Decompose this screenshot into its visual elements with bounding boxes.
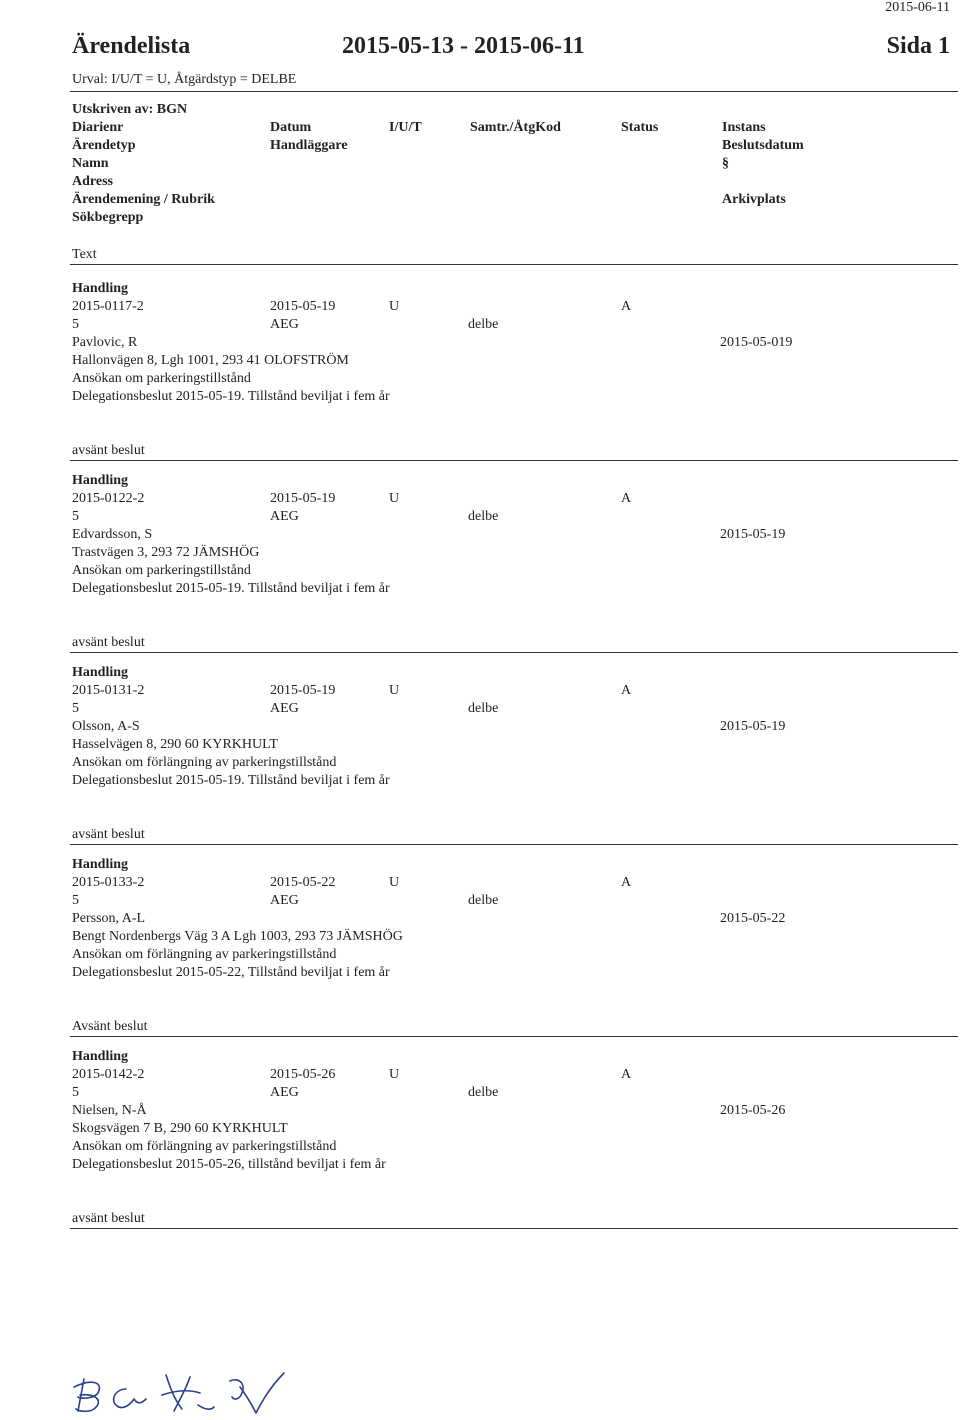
col-diarienr: Diarienr [72,120,124,135]
header-divider [70,91,958,92]
record-text: Delegationsbeslut 2015-05-22, Tillstånd beviljat i fem år [72,965,390,980]
record-rubrik: Ansökan om parkeringstillstånd [72,563,251,578]
handwritten-signature [70,1365,300,1420]
record-handlaggare: AEG [270,893,299,908]
record-diarienr: 2015-0142-2 [72,1067,145,1082]
record-text: Delegationsbeslut 2015-05-26, tillstånd beviljat i fem år [72,1157,386,1172]
record-datum: 2015-05-19 [270,683,336,698]
record-iut: U [389,491,400,506]
record-divider [70,460,958,461]
record-namn: Persson, A-L [72,911,146,926]
record-arendetyp: 5 [72,509,79,524]
record-text: Delegationsbeslut 2015-05-19. Tillstånd beviljat i fem år [72,581,390,596]
record-section-label: Handling [72,1049,129,1064]
record-arendetyp: 5 [72,317,79,332]
record-divider [70,1228,958,1229]
record-divider [70,844,958,845]
col-text: Text [72,247,97,262]
record-note: avsänt beslut [72,635,145,650]
record-datum: 2015-05-19 [270,299,336,314]
record-divider [70,1036,958,1037]
record-iut: U [389,875,400,890]
col-datum: Datum [270,120,312,135]
col-paragraph: § [722,156,729,171]
record-iut: U [389,1067,400,1082]
record-beslutsdatum: 2015-05-22 [720,911,786,926]
col-arendetyp: Ärendetyp [72,138,136,153]
record-arendetyp: 5 [72,893,79,908]
record-note: avsänt beslut [72,827,145,842]
record-status: A [621,491,632,506]
record-adress: Bengt Nordenbergs Väg 3 A Lgh 1003, 293 73 JÄMSHÖG [72,929,403,944]
record-text: Delegationsbeslut 2015-05-19. Tillstånd beviljat i fem år [72,389,390,404]
record-adress: Trastvägen 3, 293 72 JÄMSHÖG [72,545,260,560]
record-handlaggare: AEG [270,317,299,332]
printed-by: Utskriven av: BGN [72,102,188,117]
record-rubrik: Ansökan om förlängning av parkeringstillstånd [72,1139,337,1154]
record-iut: U [389,299,400,314]
col-sokbegrepp: Sökbegrepp [72,210,144,225]
col-samtr: Samtr./ÅtgKod [470,120,561,135]
record-beslutsdatum: 2015-05-019 [720,335,793,350]
col-beslutsdatum: Beslutsdatum [722,138,804,153]
record-atgkod: delbe [468,509,499,524]
record-status: A [621,683,632,698]
record-namn: Pavlovic, R [72,335,138,350]
record-divider [70,652,958,653]
record-iut: U [389,683,400,698]
record-diarienr: 2015-0117-2 [72,299,144,314]
record-namn: Edvardsson, S [72,527,153,542]
record-atgkod: delbe [468,317,499,332]
selection-criteria: Urval: I/U/T = U, Åtgärdstyp = DELBE [72,72,297,87]
record-status: A [621,299,632,314]
col-instans: Instans [722,120,766,135]
col-namn: Namn [72,156,109,171]
record-datum: 2015-05-22 [270,875,336,890]
record-handlaggare: AEG [270,509,299,524]
col-iut: I/U/T [389,120,422,135]
record-atgkod: delbe [468,701,499,716]
record-diarienr: 2015-0131-2 [72,683,145,698]
record-diarienr: 2015-0122-2 [72,491,145,506]
record-namn: Nielsen, N-Å [72,1103,147,1118]
record-datum: 2015-05-19 [270,491,336,506]
record-note: avsänt beslut [72,1211,145,1226]
header-bottom-divider [70,264,958,265]
record-section-label: Handling [72,281,129,296]
print-date: 2015-06-11 [885,0,950,15]
record-handlaggare: AEG [270,701,299,716]
col-rubrik: Ärendemening / Rubrik [72,192,215,207]
record-adress: Hallonvägen 8, Lgh 1001, 293 41 OLOFSTRÖM [72,353,349,368]
record-rubrik: Ansökan om förlängning av parkeringstillstånd [72,755,337,770]
record-rubrik: Ansökan om parkeringstillstånd [72,371,251,386]
record-arendetyp: 5 [72,1085,79,1100]
page-number: Sida 1 [886,33,950,59]
record-note: avsänt beslut [72,443,145,458]
record-section-label: Handling [72,665,129,680]
record-atgkod: delbe [468,893,499,908]
col-arkivplats: Arkivplats [722,192,786,207]
record-datum: 2015-05-26 [270,1067,336,1082]
record-rubrik: Ansökan om förlängning av parkeringstillstånd [72,947,337,962]
record-beslutsdatum: 2015-05-26 [720,1103,786,1118]
record-namn: Olsson, A-S [72,719,140,734]
record-beslutsdatum: 2015-05-19 [720,527,786,542]
page-title: Ärendelista [72,33,191,59]
record-section-label: Handling [72,857,129,872]
record-text: Delegationsbeslut 2015-05-19. Tillstånd beviljat i fem år [72,773,390,788]
period: 2015-05-13 - 2015-06-11 [342,33,585,59]
record-status: A [621,1067,632,1082]
record-beslutsdatum: 2015-05-19 [720,719,786,734]
record-adress: Hasselvägen 8, 290 60 KYRKHULT [72,737,278,752]
record-section-label: Handling [72,473,129,488]
record-arendetyp: 5 [72,701,79,716]
record-diarienr: 2015-0133-2 [72,875,145,890]
col-status: Status [621,120,659,135]
record-atgkod: delbe [468,1085,499,1100]
col-adress: Adress [72,174,113,189]
col-handlaggare: Handläggare [270,138,348,153]
record-adress: Skogsvägen 7 B, 290 60 KYRKHULT [72,1121,288,1136]
record-status: A [621,875,632,890]
record-handlaggare: AEG [270,1085,299,1100]
record-note: Avsänt beslut [72,1019,148,1034]
